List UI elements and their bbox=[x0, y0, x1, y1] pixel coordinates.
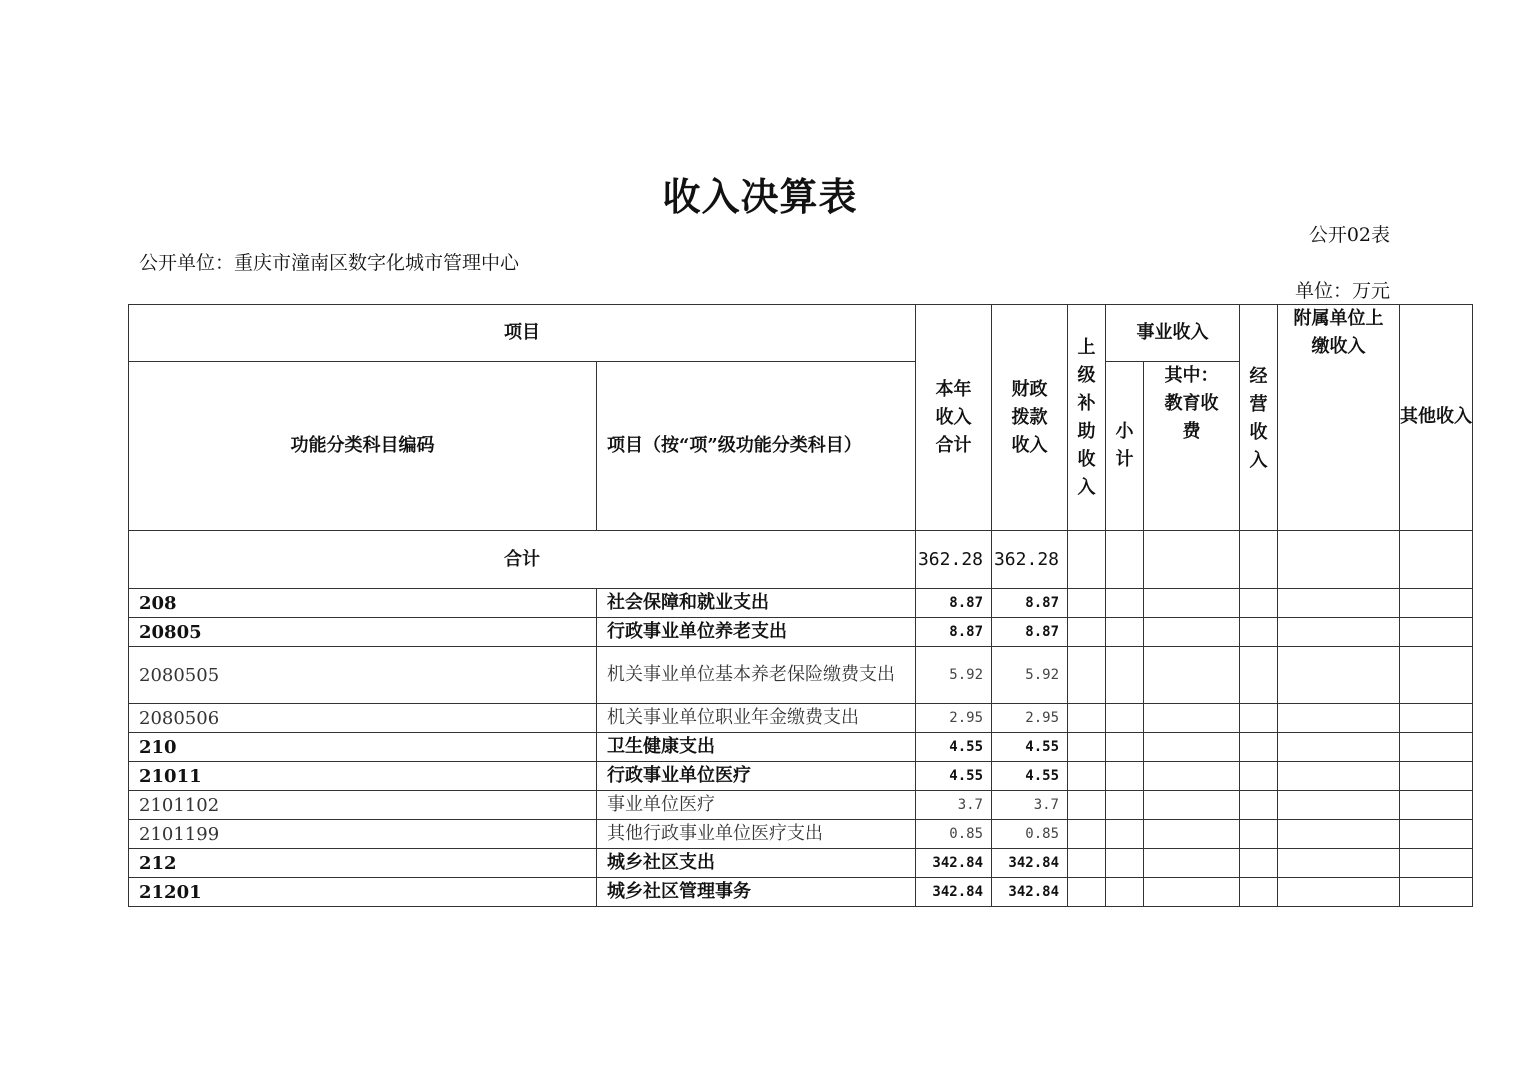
empty-cell bbox=[1106, 733, 1144, 762]
empty-cell bbox=[1068, 820, 1106, 849]
header-other-income: 其他收入 bbox=[1400, 305, 1473, 531]
table-row bbox=[129, 820, 1473, 849]
empty-cell bbox=[1068, 849, 1106, 878]
empty-cell bbox=[1240, 791, 1278, 820]
empty-cell bbox=[1240, 820, 1278, 849]
row-code: 2080505 bbox=[129, 647, 597, 704]
empty-cell bbox=[1068, 878, 1106, 907]
empty-cell bbox=[1400, 849, 1473, 878]
header-superior-subsidy: 上级补助收入 bbox=[1068, 305, 1106, 531]
empty-cell bbox=[1068, 589, 1106, 618]
empty-cell bbox=[1278, 820, 1400, 849]
total-fiscal-value: 362.28 bbox=[992, 531, 1068, 589]
empty-cell bbox=[1278, 589, 1400, 618]
row-item-name: 社会保障和就业支出 bbox=[597, 589, 916, 618]
empty-cell bbox=[1144, 704, 1240, 733]
row-total-income: 8.87 bbox=[916, 589, 992, 618]
row-total-income: 342.84 bbox=[916, 849, 992, 878]
row-item-name: 卫生健康支出 bbox=[597, 733, 916, 762]
empty-cell bbox=[1400, 878, 1473, 907]
row-item-name: 机关事业单位职业年金缴费支出 bbox=[597, 704, 916, 733]
row-fiscal-income: 8.87 bbox=[992, 589, 1068, 618]
empty-cell bbox=[1278, 647, 1400, 704]
row-item-name: 行政事业单位医疗 bbox=[597, 762, 916, 791]
table-row bbox=[129, 733, 1473, 762]
row-code: 212 bbox=[129, 849, 597, 878]
row-fiscal-income: 4.55 bbox=[992, 762, 1068, 791]
table-row bbox=[129, 849, 1473, 878]
empty-cell bbox=[1106, 704, 1144, 733]
empty-cell bbox=[1400, 618, 1473, 647]
row-total-income: 2.95 bbox=[916, 704, 992, 733]
row-item-name: 城乡社区支出 bbox=[597, 849, 916, 878]
table-row bbox=[129, 589, 1473, 618]
row-total-income: 342.84 bbox=[916, 878, 992, 907]
row-item-name: 其他行政事业单位医疗支出 bbox=[597, 820, 916, 849]
header-function-code: 功能分类科目编码 bbox=[129, 362, 597, 531]
currency-unit: 单位：万元 bbox=[1294, 280, 1390, 302]
row-fiscal-income: 2.95 bbox=[992, 704, 1068, 733]
table-row bbox=[129, 791, 1473, 820]
header-subtotal: 小计 bbox=[1106, 362, 1144, 531]
empty-cell bbox=[1144, 647, 1240, 704]
total-label: 合计 bbox=[129, 531, 916, 589]
header-item: 项目（按“项”级功能分类科目） bbox=[597, 362, 916, 531]
row-fiscal-income: 4.55 bbox=[992, 733, 1068, 762]
row-code: 20805 bbox=[129, 618, 597, 647]
row-total-income: 0.85 bbox=[916, 820, 992, 849]
empty-cell bbox=[1106, 618, 1144, 647]
empty-cell bbox=[1144, 531, 1240, 589]
empty-cell bbox=[1068, 618, 1106, 647]
empty-cell bbox=[1068, 791, 1106, 820]
empty-cell bbox=[1106, 762, 1144, 791]
empty-cell bbox=[1144, 791, 1240, 820]
empty-cell bbox=[1400, 820, 1473, 849]
empty-cell bbox=[1278, 791, 1400, 820]
empty-cell bbox=[1144, 618, 1240, 647]
empty-cell bbox=[1278, 618, 1400, 647]
row-fiscal-income: 3.7 bbox=[992, 791, 1068, 820]
empty-cell bbox=[1400, 531, 1473, 589]
row-total-income: 8.87 bbox=[916, 618, 992, 647]
empty-cell bbox=[1144, 820, 1240, 849]
row-fiscal-income: 8.87 bbox=[992, 618, 1068, 647]
row-code: 208 bbox=[129, 589, 597, 618]
empty-cell bbox=[1278, 733, 1400, 762]
row-item-name: 城乡社区管理事务 bbox=[597, 878, 916, 907]
row-total-income: 4.55 bbox=[916, 733, 992, 762]
row-fiscal-income: 342.84 bbox=[992, 878, 1068, 907]
table-row bbox=[129, 878, 1473, 907]
empty-cell bbox=[1144, 589, 1240, 618]
row-code: 2080506 bbox=[129, 704, 597, 733]
empty-cell bbox=[1106, 531, 1144, 589]
empty-cell bbox=[1400, 647, 1473, 704]
page-title: 收入决算表 bbox=[662, 174, 858, 219]
row-item-name: 行政事业单位养老支出 bbox=[597, 618, 916, 647]
row-item-name: 机关事业单位基本养老保险缴费支出 bbox=[597, 647, 916, 704]
empty-cell bbox=[1400, 733, 1473, 762]
row-code: 2101102 bbox=[129, 791, 597, 820]
table-row bbox=[129, 647, 1473, 704]
header-affiliated-income: 附属单位上缴收入 bbox=[1278, 305, 1400, 531]
empty-cell bbox=[1278, 762, 1400, 791]
empty-cell bbox=[1068, 531, 1106, 589]
empty-cell bbox=[1106, 849, 1144, 878]
row-code: 21201 bbox=[129, 878, 597, 907]
header-operating-income: 经营收入 bbox=[1240, 305, 1278, 531]
empty-cell bbox=[1240, 878, 1278, 907]
empty-cell bbox=[1400, 762, 1473, 791]
empty-cell bbox=[1144, 733, 1240, 762]
empty-cell bbox=[1240, 733, 1278, 762]
row-total-income: 3.7 bbox=[916, 791, 992, 820]
empty-cell bbox=[1240, 589, 1278, 618]
table-row bbox=[129, 704, 1473, 733]
empty-cell bbox=[1400, 704, 1473, 733]
income-table bbox=[128, 304, 1473, 907]
empty-cell bbox=[1144, 762, 1240, 791]
empty-cell bbox=[1068, 733, 1106, 762]
empty-cell bbox=[1240, 704, 1278, 733]
empty-cell bbox=[1240, 647, 1278, 704]
empty-cell bbox=[1106, 647, 1144, 704]
empty-cell bbox=[1240, 618, 1278, 647]
empty-cell bbox=[1106, 878, 1144, 907]
header-fiscal-income: 财政拨款收入 bbox=[992, 305, 1068, 531]
row-fiscal-income: 342.84 bbox=[992, 849, 1068, 878]
form-number: 公开02表 bbox=[1308, 224, 1390, 246]
row-item-name: 事业单位医疗 bbox=[597, 791, 916, 820]
empty-cell bbox=[1400, 791, 1473, 820]
header-total-income: 本年收入合计 bbox=[916, 305, 992, 531]
table-row bbox=[129, 618, 1473, 647]
row-fiscal-income: 5.92 bbox=[992, 647, 1068, 704]
reporting-unit: 公开单位：重庆市潼南区数字化城市管理中心 bbox=[139, 252, 520, 274]
empty-cell bbox=[1144, 849, 1240, 878]
empty-cell bbox=[1144, 878, 1240, 907]
empty-cell bbox=[1278, 878, 1400, 907]
row-total-income: 4.55 bbox=[916, 762, 992, 791]
empty-cell bbox=[1240, 531, 1278, 589]
empty-cell bbox=[1106, 589, 1144, 618]
table-row bbox=[129, 762, 1473, 791]
empty-cell bbox=[1240, 762, 1278, 791]
header-project: 项目 bbox=[129, 305, 916, 362]
row-fiscal-income: 0.85 bbox=[992, 820, 1068, 849]
empty-cell bbox=[1278, 531, 1400, 589]
header-edu-fee: 其中：教育收费 bbox=[1144, 362, 1240, 531]
total-income-value: 362.28 bbox=[916, 531, 992, 589]
empty-cell bbox=[1068, 762, 1106, 791]
row-code: 2101199 bbox=[129, 820, 597, 849]
header-business-income: 事业收入 bbox=[1106, 305, 1240, 362]
empty-cell bbox=[1068, 704, 1106, 733]
empty-cell bbox=[1106, 820, 1144, 849]
empty-cell bbox=[1240, 849, 1278, 878]
empty-cell bbox=[1106, 791, 1144, 820]
empty-cell bbox=[1400, 589, 1473, 618]
row-total-income: 5.92 bbox=[916, 647, 992, 704]
row-code: 210 bbox=[129, 733, 597, 762]
empty-cell bbox=[1278, 704, 1400, 733]
empty-cell bbox=[1278, 849, 1400, 878]
row-code: 21011 bbox=[129, 762, 597, 791]
empty-cell bbox=[1068, 647, 1106, 704]
